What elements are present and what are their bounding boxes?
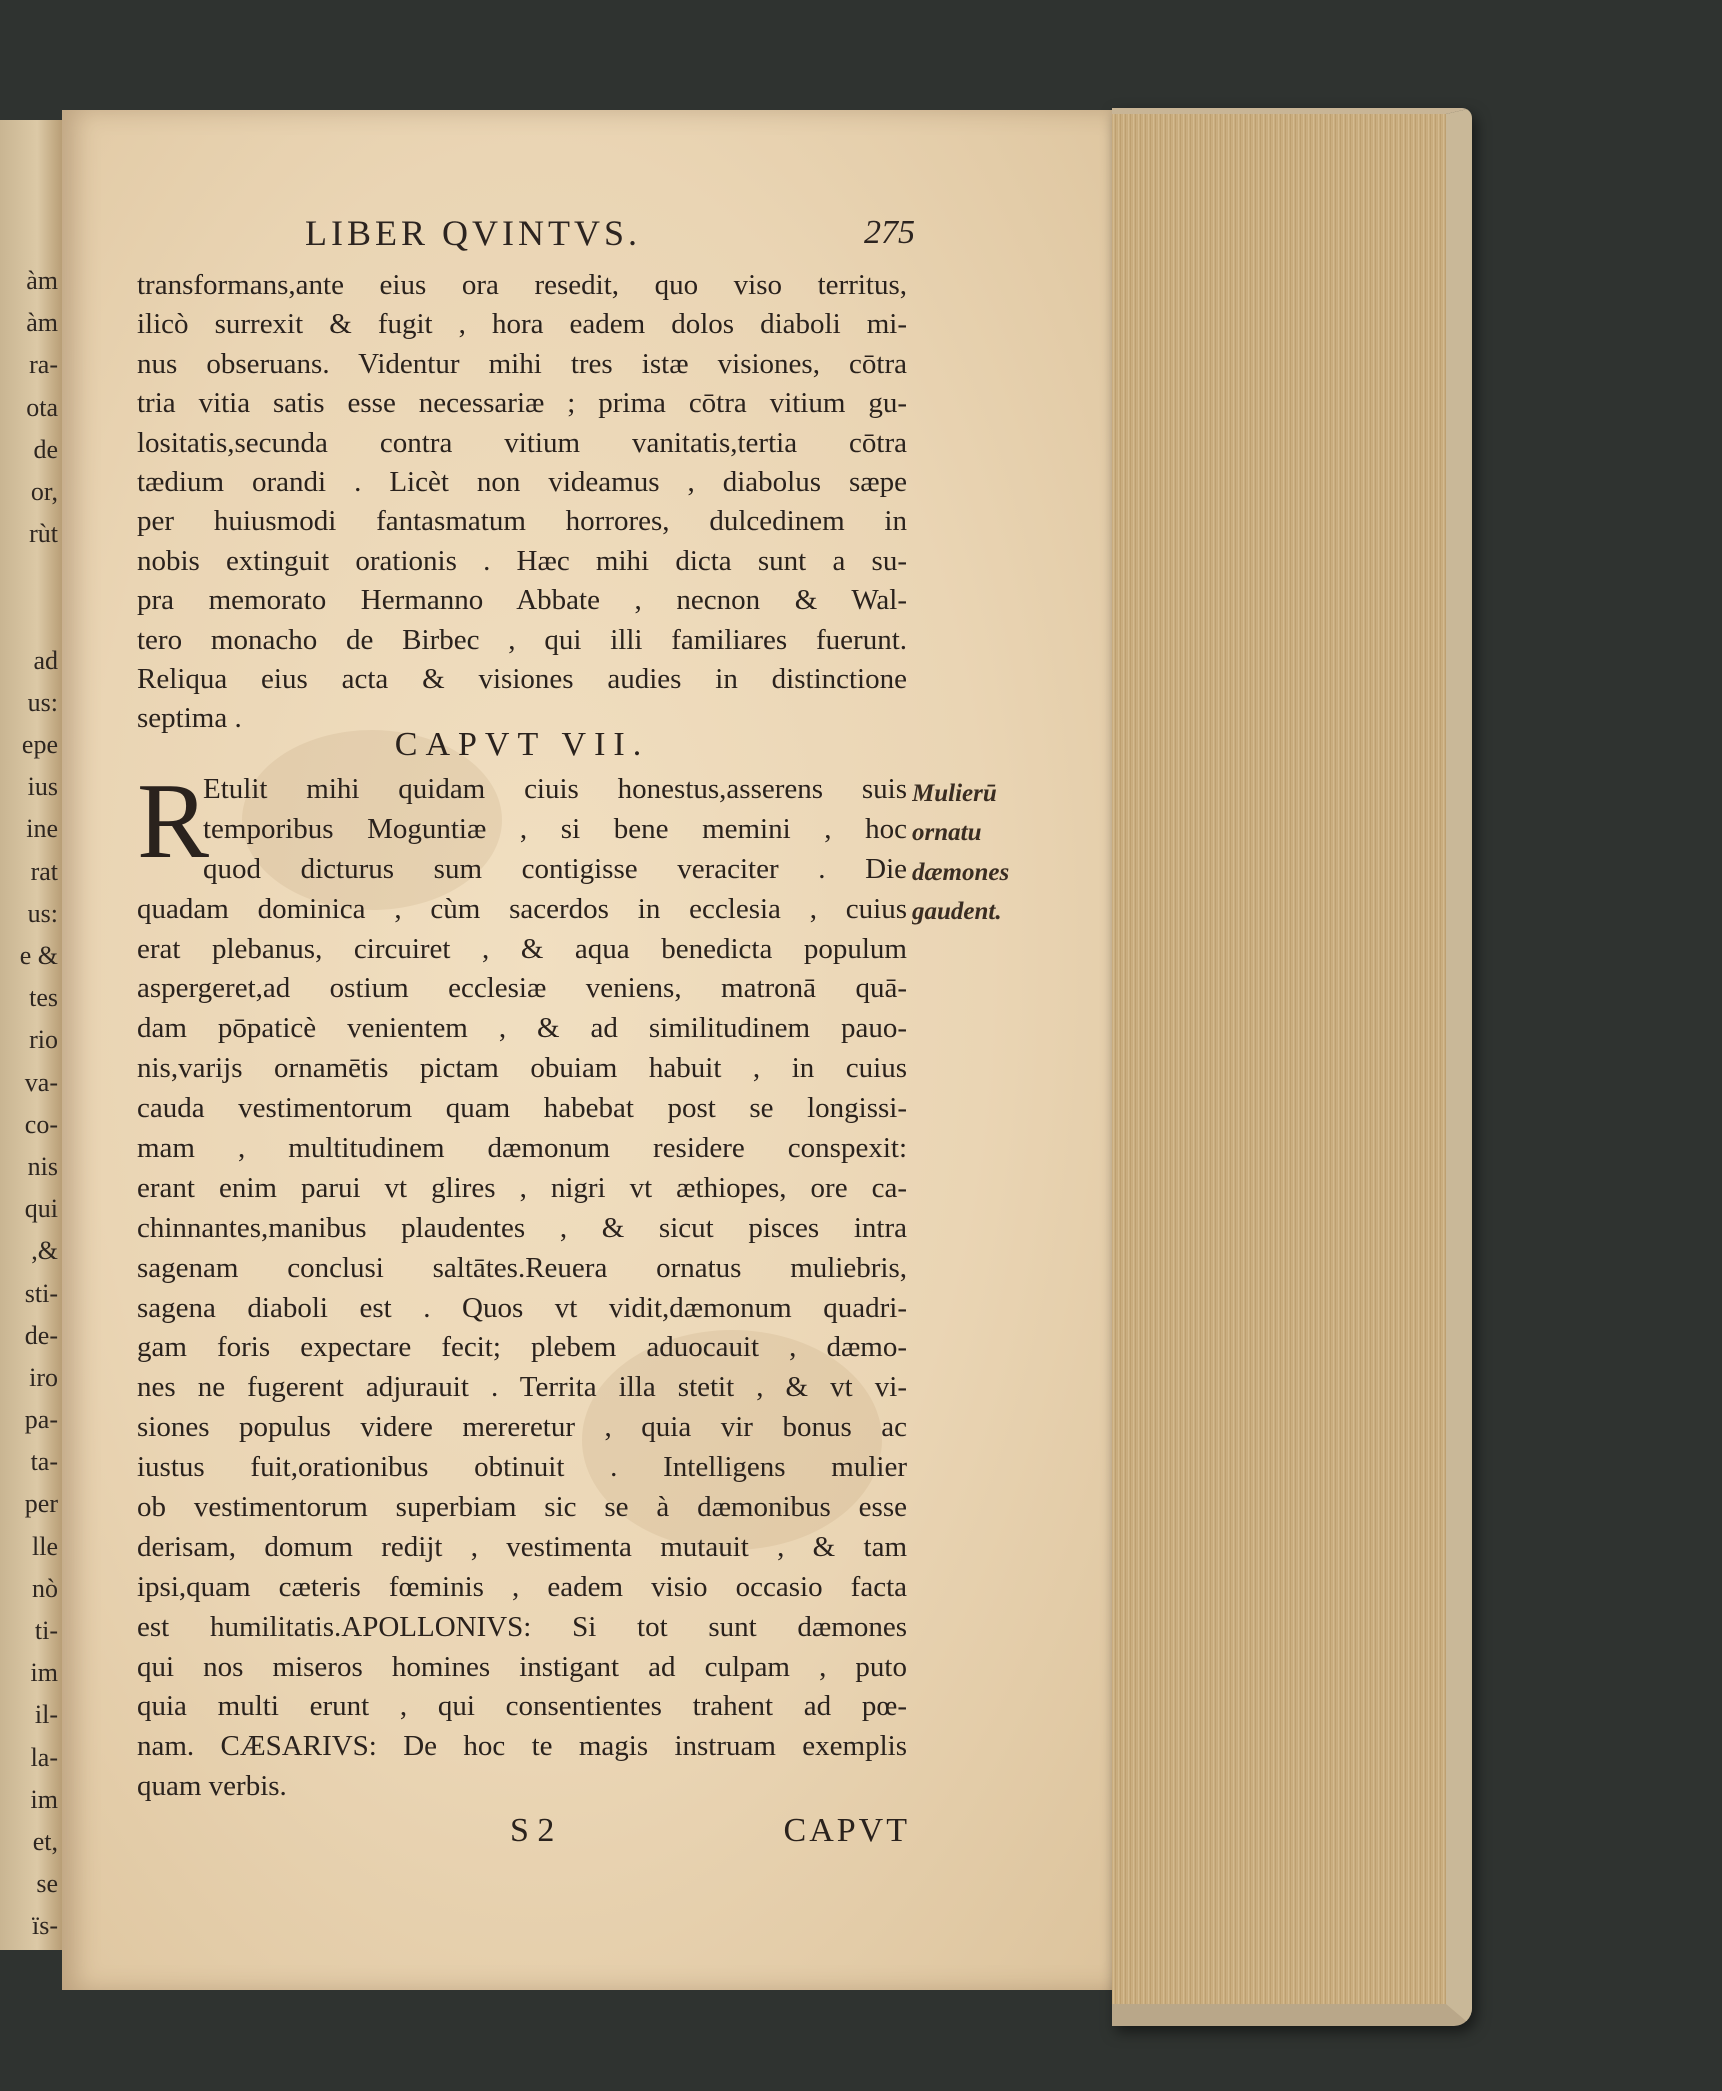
- margin-note-line: dæmones: [912, 858, 1010, 886]
- fragment-line: rùt: [29, 519, 58, 549]
- margin-note: [912, 774, 1062, 932]
- text-line: sagena diaboli est . Quos vt vidit,dæmonum quadri-: [137, 1291, 907, 1324]
- fragment-line: nis: [27, 1151, 58, 1181]
- text-line: nus obseruans. Videntur mihi tres istæ visiones, cōtra: [137, 347, 907, 380]
- fragment-line: il-: [34, 1700, 58, 1730]
- text-line: dam pōpaticè venientem , & ad similitudinem pauo-: [137, 1012, 907, 1045]
- text-line: nis,varijs ornamētis pictam obuiam habuit , in cuius: [137, 1052, 907, 1085]
- text-line: tædium orandi . Licèt non videamus , diabolus sæpe: [137, 465, 907, 498]
- chapter-heading: CAPVT VII.: [394, 726, 650, 763]
- fragment-line: et,: [32, 1826, 58, 1856]
- text-line: quod dicturus sum contigisse veraciter . Die: [203, 852, 907, 885]
- text-line: quia multi erunt , qui consentientes trahent ad pœ-: [137, 1690, 907, 1723]
- text-line: sagenam conclusi saltātes.Reuera ornatus muliebris,: [137, 1251, 907, 1284]
- text-line: ilicò surrexit & fugit , hora eadem dolos diaboli mi-: [137, 308, 907, 341]
- running-title: LIBER QVINTVS.: [305, 213, 641, 253]
- text-line: siones populus videre mereretur , quia vir bonus ac: [137, 1411, 907, 1444]
- fragment-line: [4, 555, 58, 597]
- page-edges: [1112, 108, 1472, 2026]
- fragment-line: per: [24, 1489, 58, 1519]
- fragment-line: tes: [29, 983, 58, 1013]
- text-line: quam verbis.: [137, 1770, 287, 1803]
- text-line: tria vitia satis esse necessariæ ; prima cōtra vitium gu-: [137, 387, 907, 420]
- margin-note-line: gaudent.: [912, 898, 1002, 926]
- fragment-line: sti-: [24, 1278, 58, 1308]
- text-line: Etulit mihi quidam ciuis honestus,asserens suis: [203, 773, 907, 805]
- page-number: 275: [864, 214, 915, 251]
- fragment-line: iro: [29, 1362, 58, 1392]
- text-line: cauda vestimentorum quam habebat post se longissi-: [137, 1092, 907, 1125]
- text-line: per huiusmodi fantasmatum horrores, dulcedinem in: [137, 505, 907, 538]
- margin-note-line: Mulierū: [912, 780, 997, 807]
- text-line: tero monacho de Birbec , qui illi familiares fuerunt.: [137, 623, 907, 656]
- text-line: aspergeret,ad ostium ecclesiæ veniens, matronā quā-: [137, 972, 907, 1005]
- text-line: mam , multitudinem dæmonum residere conspexit:: [137, 1132, 907, 1165]
- fragment-line: ra-: [29, 350, 58, 380]
- text-line: nes ne fugerent adjurauit . Territa illa stetit , & vt vi-: [137, 1371, 907, 1404]
- facing-page-text-fragments: [4, 260, 58, 1948]
- page-footer: [510, 1812, 910, 1852]
- fragment-line: àm: [26, 308, 58, 338]
- text-line: ipsi,quam cæteris fœminis , eadem visio occasio facta: [137, 1570, 907, 1603]
- text-line: lositatis,secunda contra vitium vanitatis,tertia cōtra: [137, 426, 907, 459]
- facing-page-edge: [0, 120, 64, 1950]
- fragment-line: ïs-: [32, 1911, 58, 1941]
- text-line: chinnantes,manibus plaudentes , & sicut pisces intra: [137, 1211, 907, 1244]
- fragment-line: pa-: [24, 1405, 58, 1435]
- text-line: nobis extinguit orationis . Hæc mihi dicta sunt a su-: [137, 544, 907, 577]
- text-line: derisam, domum redijt , vestimenta mutauit , & tam: [137, 1530, 907, 1563]
- text-line: Reliqua eius acta & visiones audies in distinctione: [137, 662, 907, 695]
- signature-mark: S 2: [510, 1812, 555, 1849]
- fragment-line: [4, 598, 58, 640]
- page-header: [305, 212, 915, 264]
- text-line: nam. CÆSARIVS: De hoc te magis instruam exemplis: [137, 1730, 907, 1763]
- fragment-line: se: [36, 1869, 58, 1899]
- fragment-line: us:: [27, 898, 58, 928]
- chapter-text: [137, 762, 907, 1807]
- fragment-line: ti-: [34, 1616, 58, 1645]
- text-line: iustus fuit,orationibus obtinuit . Intelligens mulier: [137, 1451, 907, 1484]
- fragment-line: ,&: [31, 1236, 58, 1266]
- fragment-line: qui: [24, 1194, 58, 1224]
- text-line: ob vestimentorum superbiam sic se à dæmonibus esse: [137, 1491, 907, 1524]
- catchword: CAPVT: [783, 1812, 910, 1849]
- text-line: septima .: [137, 702, 242, 735]
- fragment-line: nò: [32, 1573, 58, 1603]
- fragment-line: us:: [27, 687, 58, 717]
- fragment-line: la-: [30, 1742, 58, 1772]
- text-line: gam foris expectare fecit; plebem aduocauit , dæmo-: [137, 1331, 907, 1364]
- fragment-line: co-: [24, 1109, 58, 1139]
- fragment-line: epe: [21, 730, 58, 760]
- fragment-line: va-: [24, 1067, 58, 1097]
- text-line: transformans,ante eius ora resedit, quo viso territus,: [137, 269, 907, 301]
- body-text: [137, 266, 907, 739]
- fragment-line: de-: [24, 1320, 58, 1350]
- fragment-line: de: [33, 434, 58, 464]
- text-line: temporibus Moguntiæ , si bene memini , hoc: [203, 812, 907, 845]
- text-line: pra memorato Hermanno Abbate , necnon & Wal-: [137, 584, 907, 617]
- fragment-line: im: [30, 1784, 58, 1814]
- margin-note-line: ornatu: [912, 819, 982, 847]
- text-line: quadam dominica , cùm sacerdos in ecclesia , cuius: [137, 892, 907, 925]
- fragment-line: ius: [27, 772, 58, 802]
- drop-cap: R: [137, 762, 210, 881]
- fragment-line: im: [30, 1658, 58, 1688]
- text-line: qui nos miseros homines instigant ad culpam , puto: [137, 1650, 907, 1683]
- fragment-line: ad: [33, 645, 58, 675]
- text-line: erant enim parui vt glires , nigri vt æthiopes, ore ca-: [137, 1171, 907, 1204]
- fragment-line: ta-: [30, 1447, 58, 1477]
- fragment-line: e &: [19, 941, 58, 970]
- fragment-line: ine: [26, 814, 58, 844]
- fragment-line: àm: [26, 266, 58, 295]
- text-line: erat plebanus, circuiret , & aqua benedicta populum: [137, 932, 907, 965]
- fragment-line: ota: [26, 392, 58, 422]
- fragment-line: rio: [29, 1025, 58, 1055]
- text-line: est humilitatis.APOLLONIVS: Si tot sunt dæmones: [137, 1610, 907, 1643]
- fragment-line: or,: [30, 476, 58, 506]
- fragment-line: rat: [30, 856, 58, 886]
- fragment-line: lle: [32, 1531, 58, 1561]
